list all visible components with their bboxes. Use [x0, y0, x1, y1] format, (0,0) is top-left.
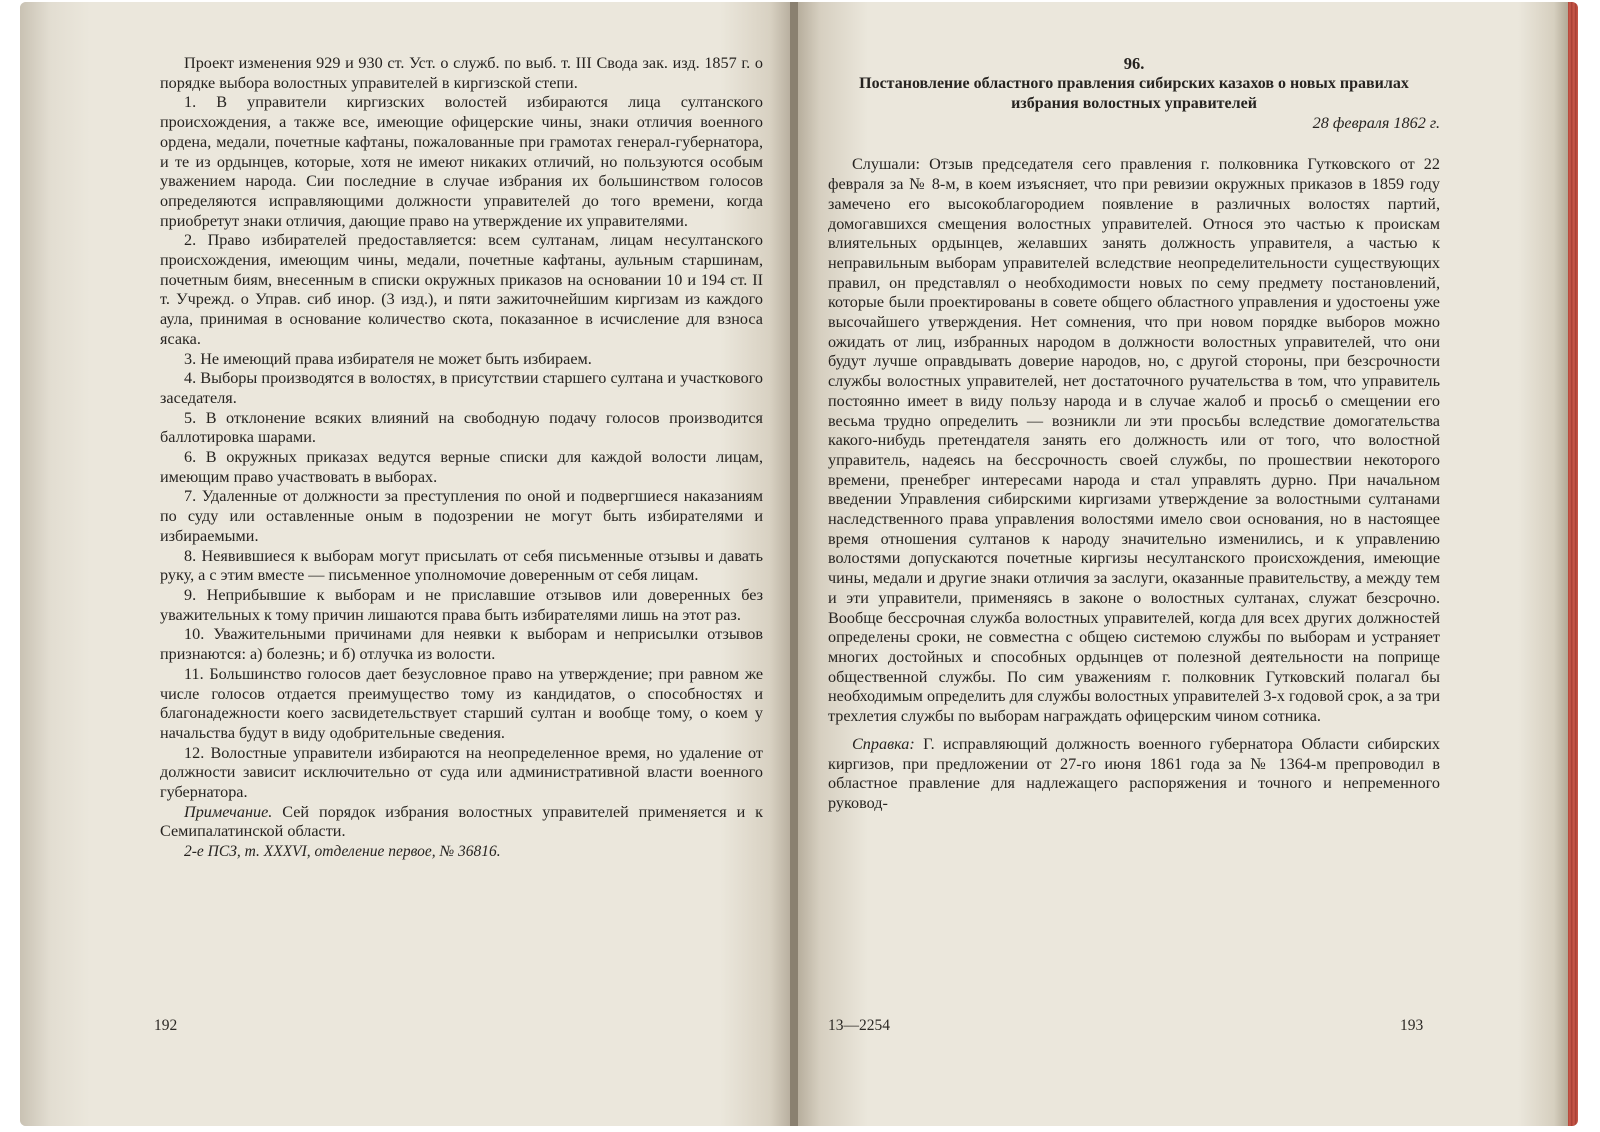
article-6: 6. В окружных приказах ведутся верные списки для каждой волости лицам, имеющим право участвовать в выборах. — [160, 448, 763, 486]
article-1: 1. В управители киргизских волостей избираются лица султанского происхождения, а также все, имеющие офицерские чины, знаки отличия военного ордена, медали, почетные кафтаны, пожалованные при грамотах генерал-губернатора, и те из ордынцев, которые, хотя не имеют никаких отличий, но пользуются особым уважением народа. Сии последние в случае избрания их большинством голосов определяются исправляющими должности управителей до того времени, когда приобретут знаки отличия, дающие право на утверждение их управителями. — [160, 93, 763, 230]
reference-text: Г. исправляющий должность военного губернатора Области сибирских киргизов, при предложении от 27-го июня 1861 года за № 1364-м препроводил в областное правление для надлежащего распоряжения и точного и непременного руковод- — [828, 734, 1440, 812]
project-heading: Проект изменения 929 и 930 ст. Уст. о служб. по выб. т. III Свода зак. изд. 1857 г. о порядке выбора волостных управителей в киргизской степи. — [160, 54, 763, 92]
page-number-left: 192 — [154, 1017, 178, 1034]
article-2: 2. Право избирателей предоставляется: всем султанам, лицам несултанского происхождения, имеющим чины, медали, почетные кафтаны, аульным старшинам, почетным биям, внесенным в списки окружных приказов на основании 10 и 194 ст. II т. Учрежд. о Управ. сиб инор. (3 изд.), и пяти зажиточнейшим киргизам из каждого аула, принимая в основание количество скота, показанное в исчисление для взноса ясака. — [160, 231, 763, 348]
article-4: 4. Выборы производятся в волостях, в присутствии старшего султана и участкового заседателя. — [160, 369, 763, 407]
page-edges — [1568, 2, 1578, 1126]
left-page — [20, 2, 790, 1126]
left-page-text — [160, 54, 763, 862]
page-number-right: 193 — [1400, 1017, 1424, 1034]
printer-signature: 13—2254 — [828, 1017, 890, 1034]
right-page — [798, 2, 1568, 1126]
heard-paragraph: Слушали: Отзыв председателя сего правления г. полковника Гутковского от 22 февраля за № 8-м, в коем изъясняет, что при ревизии окружных приказов в 1859 году замечено его высокоблагородием появление в различных волостях партий, домогавшихся смещения волостных управителей. Относя это частью к проискам влиятельных ордынцев, желавших занять должность управителя, а частью к неправильным выборам управителей вследствие неопределительности существующих правил, он представлял о необходимости новых по сему предмету постановлений, которые были проектированы в совете общего областного управления и удостоены уже высочайшего утверждения. Нет сомнения, что при новом порядке выборов можно ожидать от лиц, избранных народом в должности волостных управителей, что они будут лучше оправдывать доверие народов, но, с другой стороны, при безсрочности службы волостных управителей, нет достаточного ручательства в том, что управитель постоянно имеет в виду пользу народа и в случае жалоб и просьб о смещении его весьма трудно определить — возникли ли эти просьбы вследствие домогательства какого-нибудь претендателя занять его должность или от того, что волостной управитель, надеясь на бессрочность своей службы, по прошествии некоторого времени, пренебрег интересами народа и стал управлять дурно. При начальном введении Управления сибирскими киргизами утверждение за волостными султанами наследственного права управления волостями имело свои основания, но в настоящее время отношения султанов к народу значительно изменились, и к управлению волостями допускаются почетные киргизы несултанского происхождения, имеющие чины, медали и другие знаки отличия за заслуги, оказанные правительству, а между тем и эти управители, применяясь в законе о волостных султанах, служат безсрочно. Вообще бессрочная служба волостных управителей, когда для всех других должностей определены сроки, не совместна с общею системою службы по выборам и устраняет многих достойных и способных ордынцев от полезной деятельности на поприще общественной службы. По сим уважениям г. полковник Гутковский полагал бы необходимым определить для службы волостных управителей 3-х годовой срок, а за три трехлетия службы по выборам награждать офицерским чином сотника. — [828, 155, 1440, 726]
note-paragraph — [160, 803, 763, 842]
article-9: 9. Неприбывшие к выборам и не приславшие отзывов или доверенных без уважительных к тому причин лишаются права быть избирателями лишь на этот раз. — [160, 585, 763, 624]
document-number: 96. — [1123, 54, 1145, 73]
note-label: Примечание. — [184, 802, 273, 821]
article-5: 5. В отклонение всяких влияний на свободную подачу голосов производится баллотировка шарами. — [160, 408, 763, 447]
article-11: 11. Большинство голосов дает безусловное право на утверждение; при равном же числе голосов отдается преимущество тому из кандидатов, о способностях и благонадежности коего засвидетельствует старший султан и вообще тому, о коем у начальства будут в виду одобрительные сведения. — [160, 664, 763, 742]
article-7: 7. Удаленные от должности за преступления по оной и подвергшиеся наказаниям по суду или оставленные оным в подозрении не могут быть избирателями и избираемыми. — [160, 487, 763, 545]
document-date: 28 февраля 1862 г. — [1312, 113, 1440, 132]
book-gutter — [790, 2, 798, 1126]
article-12: 12. Волостные управители избираются на неопределенное время, но удаление от должности зависит исключительно от суда или административной власти военного губернатора. — [160, 743, 763, 802]
article-8: 8. Неявившиеся к выборам могут присылать от себя письменные отзывы и давать руку, а с этим вместе — письменное уполномочие доверенным от себя лицам. — [160, 546, 763, 585]
note-text: Сей порядок избрания волостных управителей применяется и к Семипалатинской области. — [160, 802, 763, 841]
source-citation: 2-е ПСЗ, т. XXXVI, отделение первое, № 36816. — [184, 843, 501, 861]
document-title: Постановление областного правления сибирских казахов о новых правилах избрания волостных управителей — [859, 74, 1409, 112]
article-3: 3. Не имеющий права избирателя не может быть избираем. — [184, 349, 592, 368]
reference-label: Справка: — [852, 734, 915, 753]
right-page-text — [828, 54, 1440, 814]
reference-paragraph — [828, 735, 1440, 814]
book-spread — [20, 2, 1578, 1126]
article-10: 10. Уважительными причинами для неявки к выборам и неприсылки отзывов признаются: а) болезнь; и б) отлучка из волости. — [160, 625, 763, 664]
